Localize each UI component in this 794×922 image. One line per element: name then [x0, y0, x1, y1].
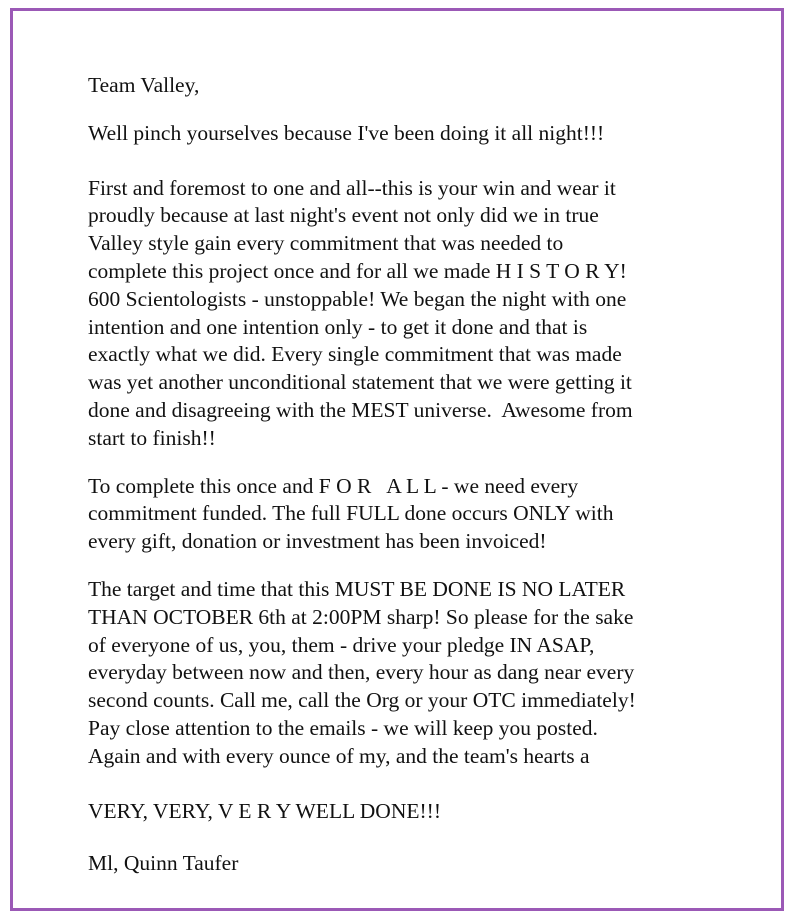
greeting: Team Valley, — [88, 73, 200, 97]
paragraph-line: was yet another unconditional statement that we were getting it — [88, 370, 632, 395]
paragraph-line: second counts. Call me, call the Org or your OTC immediately! — [88, 688, 636, 713]
paragraph-line: exactly what we did. Every single commitment that was made — [88, 342, 622, 367]
paragraph-line: commitment funded. The full FULL done occurs ONLY with — [88, 501, 614, 526]
letter-body — [88, 72, 728, 878]
paragraph-line: Valley style gain every commitment that was needed to — [88, 231, 564, 256]
paragraph-3 — [88, 576, 728, 771]
paragraph-2 — [88, 473, 728, 556]
paragraph-line: Again and with every ounce of my, and the team's hearts a — [88, 743, 590, 768]
paragraph-line: every gift, donation or investment has been invoiced! — [88, 529, 547, 554]
paragraph-line: done and disagreeing with the MEST universe. Awesome from — [88, 397, 633, 422]
paragraph-line: of everyone of us, you, them - drive your pledge IN ASAP, — [88, 632, 595, 657]
paragraph-line: To complete this once and F O R A L L - we need every — [88, 473, 579, 498]
paragraph-line: proudly because at last night's event not only did we in true — [88, 203, 599, 228]
paragraph-line: start to finish!! — [88, 425, 216, 450]
paragraph-line: THAN OCTOBER 6th at 2:00PM sharp! So please for the sake — [88, 604, 634, 629]
paragraph-1 — [88, 175, 728, 453]
paragraph-line: First and foremost to one and all--this is your win and wear it — [88, 175, 616, 200]
opening-line: Well pinch yourselves because I've been doing it all night!!! — [88, 120, 605, 145]
paragraph-line: complete this project once and for all we made H I S T O R Y! — [88, 258, 627, 283]
paragraph-line: The target and time that this MUST BE DONE IS NO LATER — [88, 576, 626, 601]
paragraph-line: 600 Scientologists - unstoppable! We began the night with one — [88, 286, 627, 311]
paragraph-line: intention and one intention only - to get it done and that is — [88, 314, 588, 339]
closing-line: VERY, VERY, V E R Y WELL DONE!!! — [88, 798, 441, 823]
paragraph-line: everyday between now and then, every hour as dang near every — [88, 660, 635, 685]
signature: Ml, Quinn Taufer — [88, 851, 239, 876]
paragraph-line: Pay close attention to the emails - we will keep you posted. — [88, 715, 598, 740]
